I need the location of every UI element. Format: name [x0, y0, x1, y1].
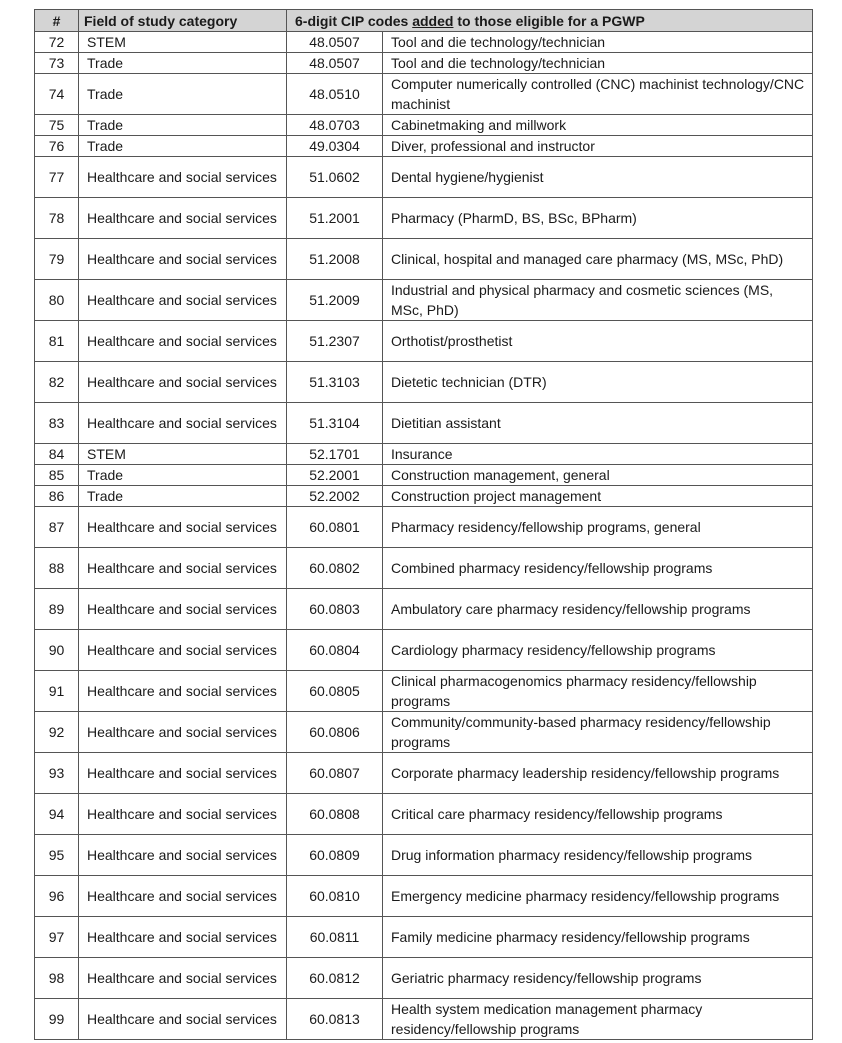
- table-row: [35, 794, 813, 835]
- table-row: [35, 362, 813, 403]
- table-row: [35, 835, 813, 876]
- table-row: [35, 589, 813, 630]
- row-cip-code: 51.0602: [287, 157, 383, 198]
- row-category: Trade: [79, 136, 287, 157]
- row-category: Healthcare and social services: [79, 362, 287, 403]
- row-cip-code: 60.0801: [287, 507, 383, 548]
- row-number: 88: [35, 548, 79, 589]
- table-row: [35, 239, 813, 280]
- row-number: 93: [35, 753, 79, 794]
- table-row: [35, 548, 813, 589]
- row-number: 73: [35, 53, 79, 74]
- row-number: 76: [35, 136, 79, 157]
- row-program-name: Combined pharmacy residency/fellowship programs: [383, 548, 813, 589]
- row-program-name: Diver, professional and instructor: [383, 136, 813, 157]
- document-page: [34, 9, 812, 1040]
- row-program-name: Critical care pharmacy residency/fellowship programs: [383, 794, 813, 835]
- table-row: [35, 753, 813, 794]
- row-cip-code: 51.2009: [287, 280, 383, 321]
- row-category: Trade: [79, 53, 287, 74]
- row-program-name: Clinical pharmacogenomics pharmacy residency/fellowship programs: [383, 671, 813, 712]
- row-number: 99: [35, 999, 79, 1040]
- row-program-name: Dental hygiene/hygienist: [383, 157, 813, 198]
- row-cip-code: 49.0304: [287, 136, 383, 157]
- row-cip-code: 48.0507: [287, 53, 383, 74]
- header-category: Field of study category: [79, 10, 287, 32]
- row-category: Healthcare and social services: [79, 712, 287, 753]
- row-category: Trade: [79, 465, 287, 486]
- row-number: 96: [35, 876, 79, 917]
- header-number: #: [35, 10, 79, 32]
- row-cip-code: 48.0507: [287, 32, 383, 53]
- row-cip-code: 60.0810: [287, 876, 383, 917]
- row-category: Healthcare and social services: [79, 321, 287, 362]
- row-category: Healthcare and social services: [79, 239, 287, 280]
- row-cip-code: 60.0812: [287, 958, 383, 999]
- row-program-name: Cardiology pharmacy residency/fellowship programs: [383, 630, 813, 671]
- row-number: 94: [35, 794, 79, 835]
- table-row: [35, 486, 813, 507]
- row-category: Trade: [79, 115, 287, 136]
- row-category: Healthcare and social services: [79, 876, 287, 917]
- row-number: 79: [35, 239, 79, 280]
- row-category: Healthcare and social services: [79, 917, 287, 958]
- header-cip-prefix: 6-digit CIP codes: [295, 12, 413, 29]
- row-cip-code: 60.0806: [287, 712, 383, 753]
- header-cip-added: added: [412, 12, 454, 29]
- row-number: 98: [35, 958, 79, 999]
- row-category: Trade: [79, 486, 287, 507]
- row-program-name: Insurance: [383, 444, 813, 465]
- row-cip-code: 48.0703: [287, 115, 383, 136]
- table-row: [35, 507, 813, 548]
- table-row: [35, 198, 813, 239]
- row-cip-code: 60.0813: [287, 999, 383, 1040]
- table-row: [35, 444, 813, 465]
- row-program-name: Geriatric pharmacy residency/fellowship programs: [383, 958, 813, 999]
- row-program-name: Tool and die technology/technician: [383, 53, 813, 74]
- row-program-name: Dietitian assistant: [383, 403, 813, 444]
- row-program-name: Ambulatory care pharmacy residency/fellowship programs: [383, 589, 813, 630]
- row-program-name: Pharmacy (PharmD, BS, BSc, BPharm): [383, 198, 813, 239]
- row-cip-code: 51.2001: [287, 198, 383, 239]
- row-number: 83: [35, 403, 79, 444]
- row-cip-code: 60.0805: [287, 671, 383, 712]
- row-cip-code: 60.0807: [287, 753, 383, 794]
- table-row: [35, 280, 813, 321]
- cip-codes-table: [34, 9, 813, 1040]
- row-category: Healthcare and social services: [79, 198, 287, 239]
- table-row: [35, 403, 813, 444]
- row-number: 86: [35, 486, 79, 507]
- row-cip-code: 52.2002: [287, 486, 383, 507]
- row-cip-code: 60.0802: [287, 548, 383, 589]
- row-category: STEM: [79, 444, 287, 465]
- table-row: [35, 917, 813, 958]
- row-program-name: Construction management, general: [383, 465, 813, 486]
- row-program-name: Computer numerically controlled (CNC) machinist technology/CNC machinist: [383, 74, 813, 115]
- row-number: 97: [35, 917, 79, 958]
- row-category: Healthcare and social services: [79, 507, 287, 548]
- table-row: [35, 876, 813, 917]
- row-program-name: Tool and die technology/technician: [383, 32, 813, 53]
- row-program-name: Community/community-based pharmacy residency/fellowship programs: [383, 712, 813, 753]
- row-cip-code: 48.0510: [287, 74, 383, 115]
- row-number: 81: [35, 321, 79, 362]
- row-cip-code: 51.2307: [287, 321, 383, 362]
- row-cip-code: 60.0811: [287, 917, 383, 958]
- row-program-name: Cabinetmaking and millwork: [383, 115, 813, 136]
- header-cip-suffix: to those eligible for a PGWP: [453, 12, 645, 29]
- row-cip-code: 52.2001: [287, 465, 383, 486]
- row-number: 78: [35, 198, 79, 239]
- table-row: [35, 465, 813, 486]
- row-number: 75: [35, 115, 79, 136]
- row-number: 87: [35, 507, 79, 548]
- row-category: Healthcare and social services: [79, 630, 287, 671]
- row-program-name: Health system medication management pharmacy residency/fellowship programs: [383, 999, 813, 1040]
- row-program-name: Pharmacy residency/fellowship programs, general: [383, 507, 813, 548]
- row-number: 91: [35, 671, 79, 712]
- row-number: 80: [35, 280, 79, 321]
- row-number: 85: [35, 465, 79, 486]
- table-row: [35, 74, 813, 115]
- row-number: 72: [35, 32, 79, 53]
- row-category: Healthcare and social services: [79, 589, 287, 630]
- table-row: [35, 32, 813, 53]
- row-program-name: Emergency medicine pharmacy residency/fellowship programs: [383, 876, 813, 917]
- table-body: [35, 32, 813, 1040]
- row-cip-code: 60.0804: [287, 630, 383, 671]
- table-row: [35, 958, 813, 999]
- row-number: 90: [35, 630, 79, 671]
- table-row: [35, 136, 813, 157]
- row-program-name: Construction project management: [383, 486, 813, 507]
- row-cip-code: 51.3103: [287, 362, 383, 403]
- row-cip-code: 52.1701: [287, 444, 383, 465]
- row-cip-code: 60.0808: [287, 794, 383, 835]
- row-program-name: Corporate pharmacy leadership residency/fellowship programs: [383, 753, 813, 794]
- row-category: STEM: [79, 32, 287, 53]
- row-category: Healthcare and social services: [79, 753, 287, 794]
- row-category: Healthcare and social services: [79, 835, 287, 876]
- table-row: [35, 53, 813, 74]
- header-cip-codes: [287, 10, 813, 32]
- row-number: 82: [35, 362, 79, 403]
- row-number: 95: [35, 835, 79, 876]
- row-program-name: Drug information pharmacy residency/fellowship programs: [383, 835, 813, 876]
- row-program-name: Dietetic technician (DTR): [383, 362, 813, 403]
- row-program-name: Industrial and physical pharmacy and cosmetic sciences (MS, MSc, PhD): [383, 280, 813, 321]
- row-cip-code: 60.0809: [287, 835, 383, 876]
- row-category: Healthcare and social services: [79, 671, 287, 712]
- row-number: 89: [35, 589, 79, 630]
- table-row: [35, 671, 813, 712]
- row-number: 92: [35, 712, 79, 753]
- table-row: [35, 157, 813, 198]
- table-row: [35, 321, 813, 362]
- row-category: Healthcare and social services: [79, 157, 287, 198]
- table-header-row: [35, 10, 813, 32]
- table-row: [35, 115, 813, 136]
- row-cip-code: 51.3104: [287, 403, 383, 444]
- row-program-name: Clinical, hospital and managed care pharmacy (MS, MSc, PhD): [383, 239, 813, 280]
- row-category: Healthcare and social services: [79, 794, 287, 835]
- row-program-name: Family medicine pharmacy residency/fellowship programs: [383, 917, 813, 958]
- row-category: Healthcare and social services: [79, 958, 287, 999]
- row-category: Healthcare and social services: [79, 280, 287, 321]
- row-program-name: Orthotist/prosthetist: [383, 321, 813, 362]
- row-category: Healthcare and social services: [79, 403, 287, 444]
- row-category: Trade: [79, 74, 287, 115]
- row-category: Healthcare and social services: [79, 548, 287, 589]
- table-row: [35, 712, 813, 753]
- table-row: [35, 999, 813, 1040]
- row-cip-code: 60.0803: [287, 589, 383, 630]
- row-cip-code: 51.2008: [287, 239, 383, 280]
- table-row: [35, 630, 813, 671]
- row-number: 84: [35, 444, 79, 465]
- row-category: Healthcare and social services: [79, 999, 287, 1040]
- row-number: 74: [35, 74, 79, 115]
- row-number: 77: [35, 157, 79, 198]
